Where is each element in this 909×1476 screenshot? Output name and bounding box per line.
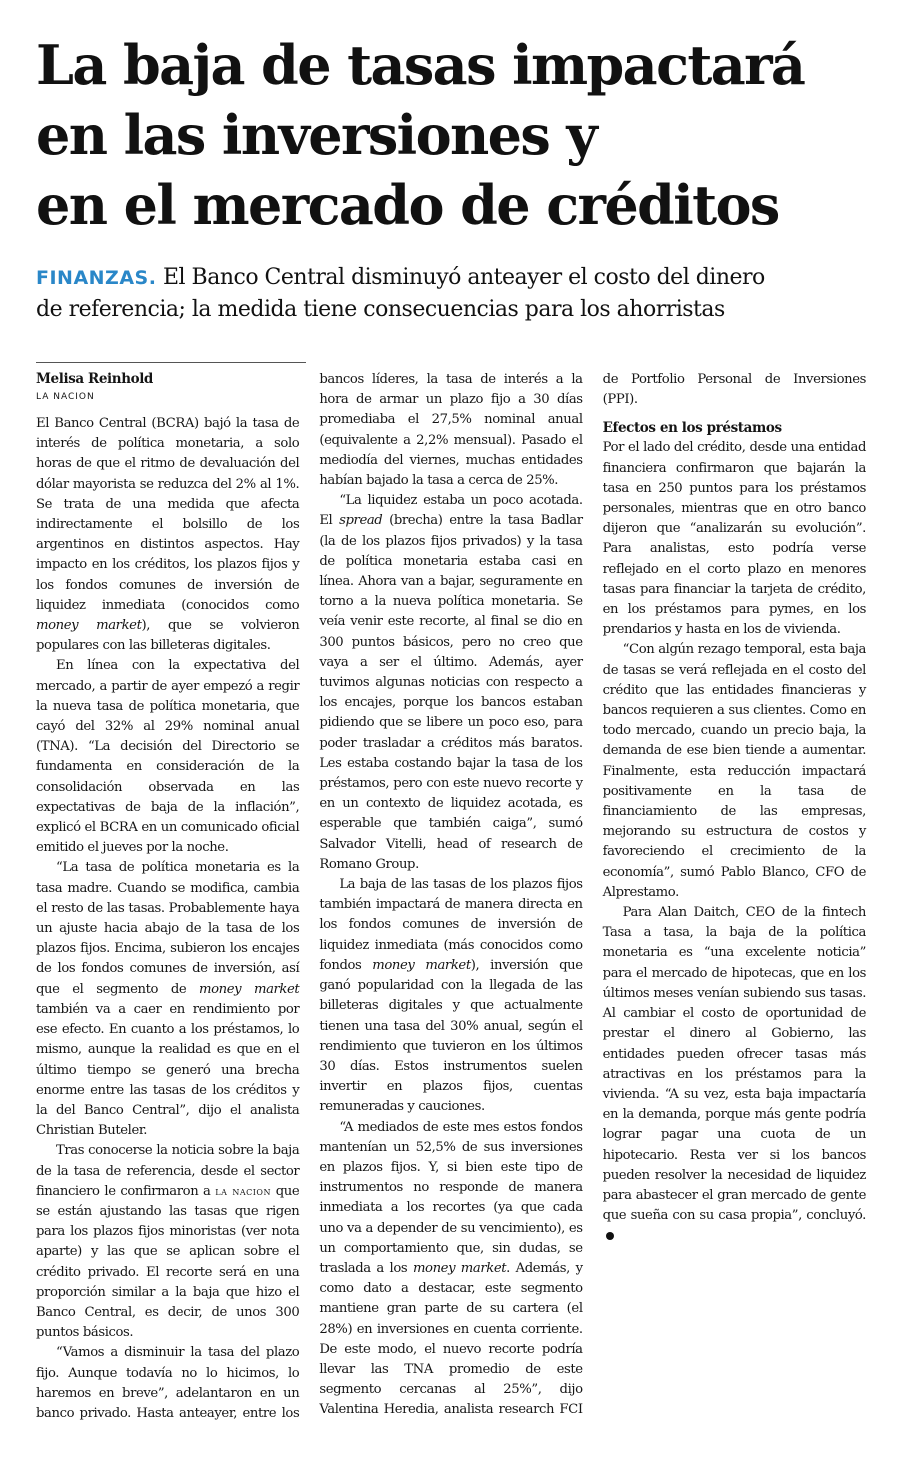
paragraph-10: “Con algún rezago temporal, esta baja de tasas se verá reflejada en el costo del crédito que las entidades financieras y bancos requieren a sus clientes. Como en todo mercado, cuando un precio baja, la demanda de ese bien tiende a aumentar. Finalmente, esta reducción impactará positivamente en la tasa de financiamiento de las empresas, mejorando su estructura de costos y favoreciendo el crecimiento de la economía”, sumó Pablo Blanco, CFO de Alprestamo. — [602, 642, 866, 900]
p7-em: money market — [372, 957, 471, 973]
author-name: Melisa Reinhold — [36, 371, 153, 387]
article-body — [36, 370, 866, 1430]
p8-a: “A mediados de este mes estos fondos mantenían un 52,5% de sus inversiones en plazos fijos. Y, si bien este tipo de instrumentos no responde de manera inmediata a los recortes (ya que cada uno va a depender de su vencimiento), es un comportamiento que, sin dudas, se traslada a los — [319, 1119, 583, 1276]
p4-a: Tras conocerse la noticia sobre la baja de la tasa de referencia, desde el sector financiero le confirmaron a — [36, 1143, 300, 1199]
subhead: Efectos en los préstamos — [602, 420, 782, 437]
byline-rule — [36, 362, 306, 363]
p3-end: también va a caer en rendimiento por ese efecto. En cuanto a los préstamos, lo mismo, aunque la realidad es que en el último tiempo se generó una brecha enorme entre las tasas de los créditos y la del Banco Central”, dijo el analista Christian Buteler. — [36, 1001, 300, 1139]
p8-em: money market — [412, 1260, 507, 1276]
p7-b: ), inversión que ganó popularidad con la llegada de las billeteras digitales y que actualmente tienen una tasa del 30% anual, según el rendimiento que tuvieron en los últimos 30 días. Estos instrumentos suelen invertir en plazos fijos, cuentas remuneradas y cauciones. — [319, 957, 583, 1115]
paragraph-1 — [36, 414, 299, 656]
p6-em: spread — [339, 513, 383, 529]
p3-text: “La tasa de política monetaria es la tasa madre. Cuando se modifica, cambia el resto de las tasas. Probablemente haya un ajuste hacia abajo de la tasa de los plazos fijos. Encima, subieron los encajes de los fondos comunes de inversión, así que el segmento de — [36, 860, 300, 997]
deck — [36, 262, 886, 325]
p7-a: La baja de las tasas de los plazos fijos también impactará de manera directa en los fondos comunes de inversión de liquidez inmediata (más conocidos como fondos — [319, 877, 583, 973]
p6-a: “La liquidez estaba un poco acotada. El — [319, 493, 583, 529]
paragraph-7 — [319, 875, 582, 1117]
p3-em: money market — [199, 981, 300, 997]
deck-line-1 — [36, 262, 886, 294]
p1-end: ), que se volvieron populares con las billeteras digitales. — [36, 618, 300, 654]
paragraph-6 — [319, 491, 582, 875]
p8-b: . Además, y como dato a destacar, este segmento mantiene gran parte de su cartera (el 28%) en inversiones en cuenta corriente. De este modo, el nuevo recorte podría llevar las TNA promedio de este segmento cercanas al 25%”, dijo Valentina Heredia, analista research FCI de Portfolio Personal de Inversiones (PPI). — [319, 372, 866, 1418]
paragraph-11 — [603, 903, 866, 1246]
p4-outlet: la nacion — [215, 1184, 271, 1198]
paragraph-2: En línea con la expectativa del mercado, a partir de ayer empezó a regir la nueva tasa de política monetaria, que cayó del 32% al 29% nominal anual (TNA). “La decisión del Directorio se fundamenta en consideración de la consolidación observada en las expectativas de baja de la inflación”, explicó el BCRA en un comunicado oficial emitido el jueves por la noche. — [36, 658, 300, 856]
paragraph-5: “Vamos a disminuir la tasa del plazo fijo. Aunque todavía no lo hicimos, lo haremos en breve”, adelantaron en un banco privado. Hasta anteayer, entre los bancos líderes, la tasa de interés a la hora de armar un plazo fijo a 30 días promediaba el 27,5% nominal anual (equivalente a 2,2% mensual). Pasado el mediodía del viernes, muchas entidades habían bajado la tasa a cerca de 25%. — [36, 372, 583, 1421]
section-kicker: FINANZAS. — [36, 267, 157, 289]
p11-text: Para Alan Daitch, CEO de la fintech Tasa a tasa, la baja de la política monetaria es “una excelente noticia” para el mercado de hipotecas, que en los últimos meses venían subiendo sus tasas. Al cambiar el costo de oportunidad de prestar el dinero al Gobierno, las entidades pueden ofrecer tasas más atractivas en los préstamos para la vivienda. “A su vez, esta baja impactaría en la demanda, porque más gente podría lograr pagar una cuota de un hipotecario. Resta ver si los bancos pueden resolver la necesidad de liquidez para abastecer el gran mercado de gente que sueña con su casa propia”, concluyó. — [602, 905, 866, 1224]
headline-line-2: en las inversiones y — [36, 103, 597, 167]
paragraph-9: Por el lado del crédito, desde una entidad financiera confirmaron que bajarán la tasa en 250 puntos para los préstamos personales, mientras que en otro banco dijeron que “analizarán su evolución”. Para analistas, esto podría verse reflejado en el corto plazo en menores tasas para financiar la tarjeta de crédito, en los préstamos para pymes, en los prendarios y hasta en los de vivienda. — [602, 440, 866, 638]
paragraph-4 — [36, 1141, 299, 1343]
end-of-article-icon — [606, 1232, 614, 1240]
headline — [36, 30, 896, 240]
headline-line-1: La baja de tasas impactará — [36, 33, 805, 97]
headline-line-3: en el mercado de créditos — [36, 173, 779, 237]
p4-b: que se están ajustando las tasas que rigen para los plazos fijos minoristas (ver nota aparte) y las que se aplican sobre el crédito privado. El recorte será en una proporción similar a la baja que hizo el Banco Central, es decir, de unos 300 puntos básicos. — [36, 1183, 300, 1341]
outlet-name: LA NACION — [36, 392, 95, 402]
paragraph-3 — [36, 858, 299, 1141]
p6-b: (brecha) entre la tasa Badlar (la de los plazos fijos privados) y la tasa de política monetaria estaba casi en línea. Ahora van a bajar, seguramente en torno a la nueva política monetaria. Se veía venir este recorte, al final se dio en 300 puntos básicos, pero no creo que vaya a ser el último. Además, ayer tuvimos algunas noticias con respecto a los encajes, porque los bancos estaban pidiendo que se libere un poco eso, para poder trasladar a créditos más baratos. Les estaba costando bajar la tasa de los préstamos, pero con este nuevo recorte y en un contexto de liquidez acotada, es esperable que también caiga”, sumó Salvador Vitelli, head of research de Romano Group. — [319, 513, 583, 872]
deck-line-2: de referencia; la medida tiene consecuencias para los ahorristas — [36, 297, 725, 322]
deck-text-1: El Banco Central disminuyó anteayer el costo del dinero — [162, 265, 765, 290]
p1-em: money market — [36, 618, 142, 634]
p1-text: El Banco Central (BCRA) bajó la tasa de interés de política monetaria, a solo horas de que el ritmo de devaluación del dólar mayorista se reduzca del 2% al 1%. Se trata de una medida que afecta indirectamente el bolsillo de los argentinos en distintos aspectos. Hay impacto en los créditos, los plazos fijos y los fondos comunes de inversión de liquidez inmediata (conocidos como — [36, 416, 300, 613]
